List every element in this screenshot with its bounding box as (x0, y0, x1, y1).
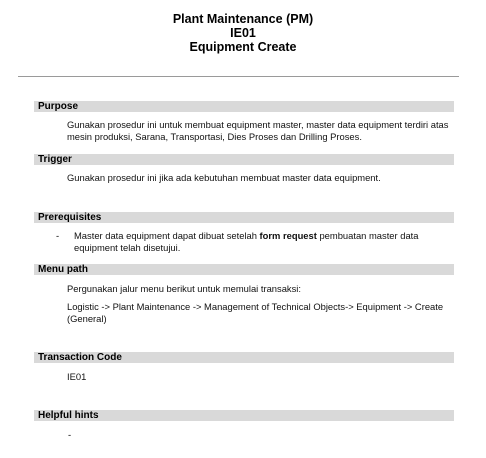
helpful-hints-bullet: - (68, 429, 72, 440)
section-heading-trigger: Trigger (34, 154, 454, 165)
menu-path-intro: Pergunakan jalur menu berikut untuk memulai transaksi: (67, 283, 301, 294)
document-title-transaction: Equipment Create (189, 40, 297, 54)
document-title-tcode: IE01 (230, 26, 256, 40)
section-heading-prerequisites: Prerequisites (34, 212, 454, 223)
section-heading-transaction-code: Transaction Code (34, 352, 454, 363)
transaction-code-value: IE01 (67, 371, 87, 382)
prerequisites-text-emphasis: form request (259, 230, 317, 241)
prerequisites-text (74, 230, 452, 253)
prerequisites-text-start: Master data equipment dapat dibuat setelah (74, 230, 260, 241)
section-heading-helpful-hints: Helpful hints (34, 410, 454, 421)
header-divider (18, 76, 459, 77)
menu-path-value: Logistic -> Plant Maintenance -> Management of Technical Objects-> Equipment -> Create (General) (67, 301, 444, 324)
document-title-module: Plant Maintenance (PM) (172, 12, 314, 26)
section-heading-purpose: Purpose (34, 101, 454, 112)
purpose-text: Gunakan prosedur ini untuk membuat equipment master, master data equipment terdiri atas mesin produksi, Sarana, Transportasi, Dies Proses dan Drilling Proses. (67, 119, 449, 142)
trigger-text: Gunakan prosedur ini jika ada kebutuhan membuat master data equipment. (67, 172, 381, 183)
document-header (0, 12, 486, 54)
prerequisites-text-end: pembuatan master data equipment telah disetujui. (74, 230, 419, 253)
section-heading-menu-path: Menu path (34, 264, 454, 275)
prerequisites-bullet: - (56, 230, 60, 241)
